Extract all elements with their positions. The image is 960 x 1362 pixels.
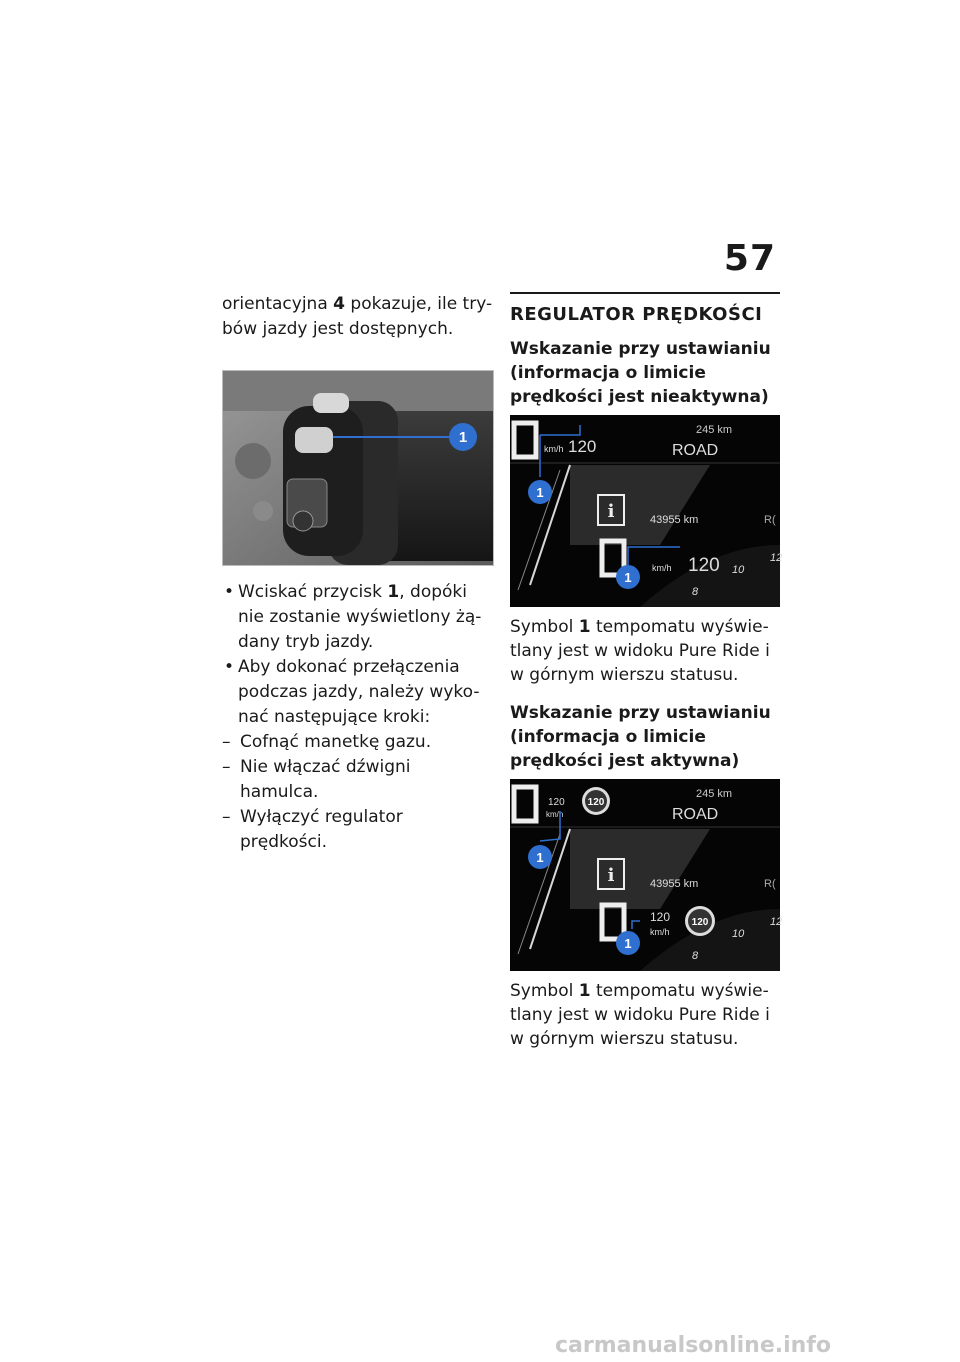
steps-list xyxy=(222,580,494,855)
watermark: carmanualsonline.info xyxy=(555,1333,831,1358)
svg-text:ROAD: ROAD xyxy=(672,806,719,823)
photo-callout: 1 xyxy=(458,429,468,446)
svg-text:R(: R( xyxy=(764,514,776,526)
section-title: REGULATOR PRĘDKOŚCI xyxy=(510,304,763,325)
svg-text:km/h: km/h xyxy=(652,563,672,573)
left-column xyxy=(222,292,494,855)
step-item: • Wciskać przycisk 1, dopóki nie zostanie wyświetlony żą-dany tryb jazdy. xyxy=(222,580,494,655)
svg-text:120: 120 xyxy=(587,797,605,808)
subsection-title-inactive: Wskazanie przy ustawianiu (informacja o limicie prędkości jest nieaktywna) xyxy=(510,339,771,407)
svg-text:120: 120 xyxy=(691,917,709,928)
svg-text:8: 8 xyxy=(692,586,699,598)
svg-text:km/h: km/h xyxy=(544,444,564,454)
dashboard-active-image xyxy=(510,779,783,971)
svg-text:1: 1 xyxy=(536,485,544,500)
symbol-note-2: Symbol 1 tempomatu wyświe-tlany jest w widoku Pure Ride i w górnym wierszu statusu. xyxy=(510,981,770,1049)
svg-text:i: i xyxy=(607,501,615,522)
svg-text:R(: R( xyxy=(764,878,776,890)
svg-text:km/h: km/h xyxy=(650,927,670,937)
svg-text:245 km: 245 km xyxy=(696,788,733,800)
svg-text:120: 120 xyxy=(548,797,565,808)
svg-text:i: i xyxy=(607,865,615,886)
intro-text: orientacyjna 4 pokazuje, ile try-bów jazdy jest dostępnych. xyxy=(222,294,493,339)
svg-text:10: 10 xyxy=(732,564,745,576)
step-item: • Aby dokonać przełączenia podczas jazdy, należy wyko-nać następujące kroki: xyxy=(222,655,494,730)
svg-text:245 km: 245 km xyxy=(696,424,733,436)
substep-item: – Wyłączyć regulator prędkości. xyxy=(222,805,494,855)
svg-text:43955 km: 43955 km xyxy=(650,514,699,526)
svg-text:120: 120 xyxy=(568,437,597,456)
svg-text:1: 1 xyxy=(624,936,632,951)
svg-text:km/h: km/h xyxy=(546,810,564,819)
svg-text:43955 km: 43955 km xyxy=(650,878,699,890)
subsection-title-active: Wskazanie przy ustawianiu (informacja o limicie prędkości jest aktywna) xyxy=(510,703,771,771)
svg-text:12: 12 xyxy=(770,552,783,564)
svg-text:12: 12 xyxy=(770,916,783,928)
symbol-note-1: Symbol 1 tempomatu wyświe-tlany jest w widoku Pure Ride i w górnym wierszu statusu. xyxy=(510,617,770,685)
svg-text:10: 10 xyxy=(732,928,745,940)
section-rule xyxy=(510,292,780,294)
page-number: 57 xyxy=(723,238,776,279)
svg-text:120: 120 xyxy=(688,555,720,576)
substep-item: – Nie włączać dźwigni hamulca. xyxy=(222,755,494,805)
svg-text:8: 8 xyxy=(692,950,699,962)
right-column xyxy=(510,292,783,1065)
svg-text:1: 1 xyxy=(536,850,544,865)
dashboard-inactive-image xyxy=(510,415,783,607)
svg-text:ROAD: ROAD xyxy=(672,442,719,459)
svg-text:1: 1 xyxy=(624,570,632,585)
handlebar-switch-photo xyxy=(222,370,494,566)
substep-item: – Cofnąć manetkę gazu. xyxy=(222,730,494,755)
svg-text:120: 120 xyxy=(650,910,671,924)
